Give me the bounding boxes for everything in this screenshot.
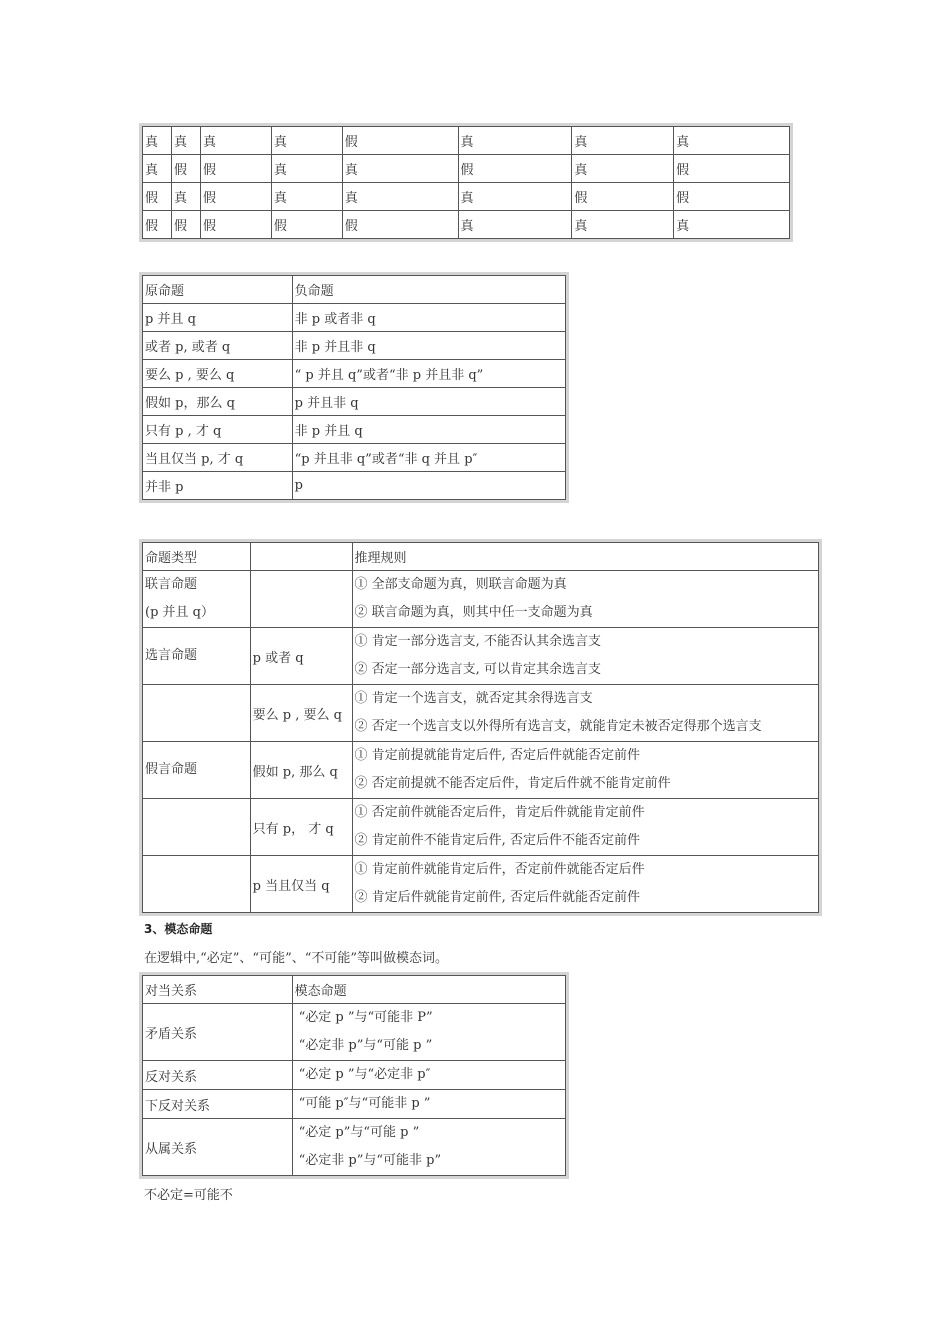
- table-cell: p 并且 q: [143, 304, 293, 332]
- rule-text: ② 联言命题为真，则其中任一支命题为真: [354, 605, 593, 620]
- table-cell: 假如 p，那么 q: [143, 388, 293, 416]
- table-cell: 真: [200, 127, 271, 155]
- section-heading: 3、模态命题: [144, 922, 213, 936]
- table-cell: 假: [200, 211, 271, 239]
- table-cell: 真: [342, 155, 458, 183]
- table-cell: 假: [143, 183, 172, 211]
- proposition-form-cell: p 或者 q: [250, 628, 352, 685]
- table-cell: 只有 p , 才 q: [143, 416, 293, 444]
- rules-table: [142, 542, 819, 913]
- table-cell: 非 p 并且 q: [292, 416, 565, 444]
- rule-text: ① 肯定一部分选言支, 不能否认其余选言支: [354, 634, 601, 649]
- proposition-form-cell: 要么 p , 要么 q: [250, 685, 352, 742]
- table-row: [143, 1090, 566, 1119]
- proposition-type-text: [145, 813, 248, 841]
- table-cell: 假: [674, 183, 790, 211]
- relation-cell: 矛盾关系: [143, 1004, 293, 1061]
- proposition-form-cell: 假如 p, 那么 q: [250, 742, 352, 799]
- proposition-type-text: 联言命题: [145, 577, 198, 592]
- table-cell: 非 p 或者非 q: [292, 304, 565, 332]
- rule-text: ② 否定一部分选言支, 可以肯定其余选言支: [354, 662, 601, 677]
- column-header: 负命题: [292, 276, 565, 304]
- rule-text: ① 肯定前件就能肯定后件，否定前件就能否定后件: [354, 862, 645, 877]
- proposition-type-text: [145, 699, 248, 727]
- table-cell: 假: [171, 155, 200, 183]
- rule-text: ② 肯定后件就能肯定前件, 否定后件就能否定前件: [354, 890, 640, 905]
- table-cell: 真: [143, 155, 172, 183]
- table-cell: 假: [458, 155, 572, 183]
- table-cell: 真: [143, 127, 172, 155]
- proposition-type-text: 假言命题: [145, 762, 198, 777]
- table-cell: 假: [143, 211, 172, 239]
- column-header: 对当关系: [143, 976, 293, 1004]
- table-row: [143, 1061, 566, 1090]
- proposition-type-cell: [143, 571, 251, 628]
- table-row: [143, 155, 790, 183]
- modal-proposition-text: “必定 p ”与“可能非 P”: [298, 1010, 433, 1025]
- table-row: [143, 211, 790, 239]
- table-cell: 假: [200, 155, 271, 183]
- table-row: [143, 571, 819, 628]
- proposition-form-cell: 只有 p， 才 q: [250, 799, 352, 856]
- table-cell: 真: [342, 183, 458, 211]
- table-row: [143, 183, 790, 211]
- table-cell: 或者 p, 或者 q: [143, 332, 293, 360]
- truth-table: [142, 126, 790, 239]
- relation-cell: 下反对关系: [143, 1090, 293, 1119]
- table-row: [143, 1119, 566, 1176]
- table-cell: 非 p 并且非 q: [292, 332, 565, 360]
- proposition-form-cell: [250, 571, 352, 628]
- table-header-row: [143, 976, 566, 1004]
- table-cell: “ p 并且 q”或者“非 p 并且非 q”: [292, 360, 565, 388]
- table-row: [143, 742, 819, 799]
- table-cell: 并非 p: [143, 472, 293, 500]
- table-cell: 真: [572, 211, 674, 239]
- section-intro: 在逻辑中,“必定”、“可能”、“不可能”等叫做模态词。: [144, 951, 449, 966]
- modal-table: [142, 975, 566, 1176]
- table-row: [143, 628, 819, 685]
- table-cell: 真: [458, 127, 572, 155]
- table-row: [143, 416, 566, 444]
- table-row: [143, 360, 566, 388]
- proposition-type-text: [145, 870, 248, 898]
- modal-proposition-text: “可能 p″与“可能非 p ”: [298, 1096, 431, 1111]
- proposition-type-cell: [143, 856, 251, 913]
- table-cell: 当且仅当 p, 才 q: [143, 444, 293, 472]
- table-cell: 假: [271, 211, 342, 239]
- rule-text: ① 否定前件就能否定后件，肯定后件就能肯定前件: [354, 805, 645, 820]
- table-row: [143, 304, 566, 332]
- table-row: [143, 388, 566, 416]
- table-cell: 真: [458, 183, 572, 211]
- table-row: [143, 685, 819, 742]
- table-cell: 假: [171, 211, 200, 239]
- column-header: 推理规则: [352, 543, 818, 571]
- table-cell: 真: [572, 155, 674, 183]
- modal-proposition-cell: [292, 1061, 565, 1090]
- rules-cell: [352, 742, 818, 799]
- modal-proposition-cell: [292, 1090, 565, 1119]
- table-cell: p: [292, 472, 565, 500]
- proposition-type-text: (p 并且 q）: [145, 605, 214, 620]
- rule-text: ② 肯定前件不能肯定后件, 否定后件不能否定前件: [354, 833, 640, 848]
- table-cell: p 并且非 q: [292, 388, 565, 416]
- modal-table-wrapper: [139, 972, 569, 1179]
- table-cell: 真: [271, 127, 342, 155]
- table-cell: 真: [271, 183, 342, 211]
- table-cell: 真: [171, 183, 200, 211]
- table-cell: 假: [200, 183, 271, 211]
- table-cell: 真: [271, 155, 342, 183]
- modal-proposition-text: “必定 p ”与“必定非 p″: [298, 1067, 431, 1082]
- table-row: [143, 1004, 566, 1061]
- table-row: [143, 332, 566, 360]
- truth-table-wrapper: [139, 123, 793, 242]
- proposition-form-cell: p 当且仅当 q: [250, 856, 352, 913]
- proposition-type-cell: [143, 742, 251, 799]
- rule-text: ② 否定一个选言支以外得所有选言支，就能肯定未被否定得那个选言支: [354, 719, 762, 734]
- column-header: 模态命题: [292, 976, 565, 1004]
- rule-text: ① 肯定前提就能肯定后件, 否定后件就能否定前件: [354, 748, 640, 763]
- relation-cell: 反对关系: [143, 1061, 293, 1090]
- modal-proposition-cell: [292, 1119, 565, 1176]
- modal-proposition-text: “必定非 p”与“可能非 p”: [298, 1153, 442, 1168]
- proposition-type-cell: [143, 685, 251, 742]
- table-cell: 假: [572, 183, 674, 211]
- column-header: 原命题: [143, 276, 293, 304]
- column-header: 命题类型: [143, 543, 251, 571]
- table-cell: 真: [674, 211, 790, 239]
- modal-proposition-text: “必定 p”与“可能 p ”: [298, 1125, 420, 1140]
- rules-table-wrapper: [139, 539, 822, 916]
- rule-text: ② 否定前提就不能否定后件，肯定后件就不能肯定前件: [354, 776, 671, 791]
- rule-text: ① 全部支命题为真，则联言命题为真: [354, 577, 567, 592]
- rules-cell: [352, 799, 818, 856]
- column-header: [250, 543, 352, 571]
- rules-cell: [352, 856, 818, 913]
- table-header-row: [143, 276, 566, 304]
- table-row: [143, 856, 819, 913]
- rule-text: ① 肯定一个选言支，就否定其余得选言支: [354, 691, 593, 706]
- rules-cell: [352, 571, 818, 628]
- table-cell: 假: [342, 211, 458, 239]
- table-row: [143, 799, 819, 856]
- table-row: [143, 127, 790, 155]
- negation-table-wrapper: [139, 272, 569, 503]
- proposition-type-text: 选言命题: [145, 648, 198, 663]
- rules-cell: [352, 685, 818, 742]
- relation-cell: 从属关系: [143, 1119, 293, 1176]
- table-cell: 要么 p , 要么 q: [143, 360, 293, 388]
- table-row: [143, 444, 566, 472]
- footer-note: 不必定=可能不: [144, 1188, 233, 1203]
- table-cell: 真: [171, 127, 200, 155]
- table-row: [143, 472, 566, 500]
- proposition-type-cell: [143, 799, 251, 856]
- proposition-type-cell: [143, 628, 251, 685]
- negation-table: [142, 275, 566, 500]
- table-cell: 真: [572, 127, 674, 155]
- table-header-row: [143, 543, 819, 571]
- modal-proposition-text: “必定非 p”与“可能 p ”: [298, 1038, 433, 1053]
- table-cell: 真: [458, 211, 572, 239]
- table-cell: 假: [674, 155, 790, 183]
- rules-cell: [352, 628, 818, 685]
- modal-proposition-cell: [292, 1004, 565, 1061]
- table-cell: 真: [674, 127, 790, 155]
- table-cell: 假: [342, 127, 458, 155]
- table-cell: “p 并且非 q”或者“非 q 并且 p″: [292, 444, 565, 472]
